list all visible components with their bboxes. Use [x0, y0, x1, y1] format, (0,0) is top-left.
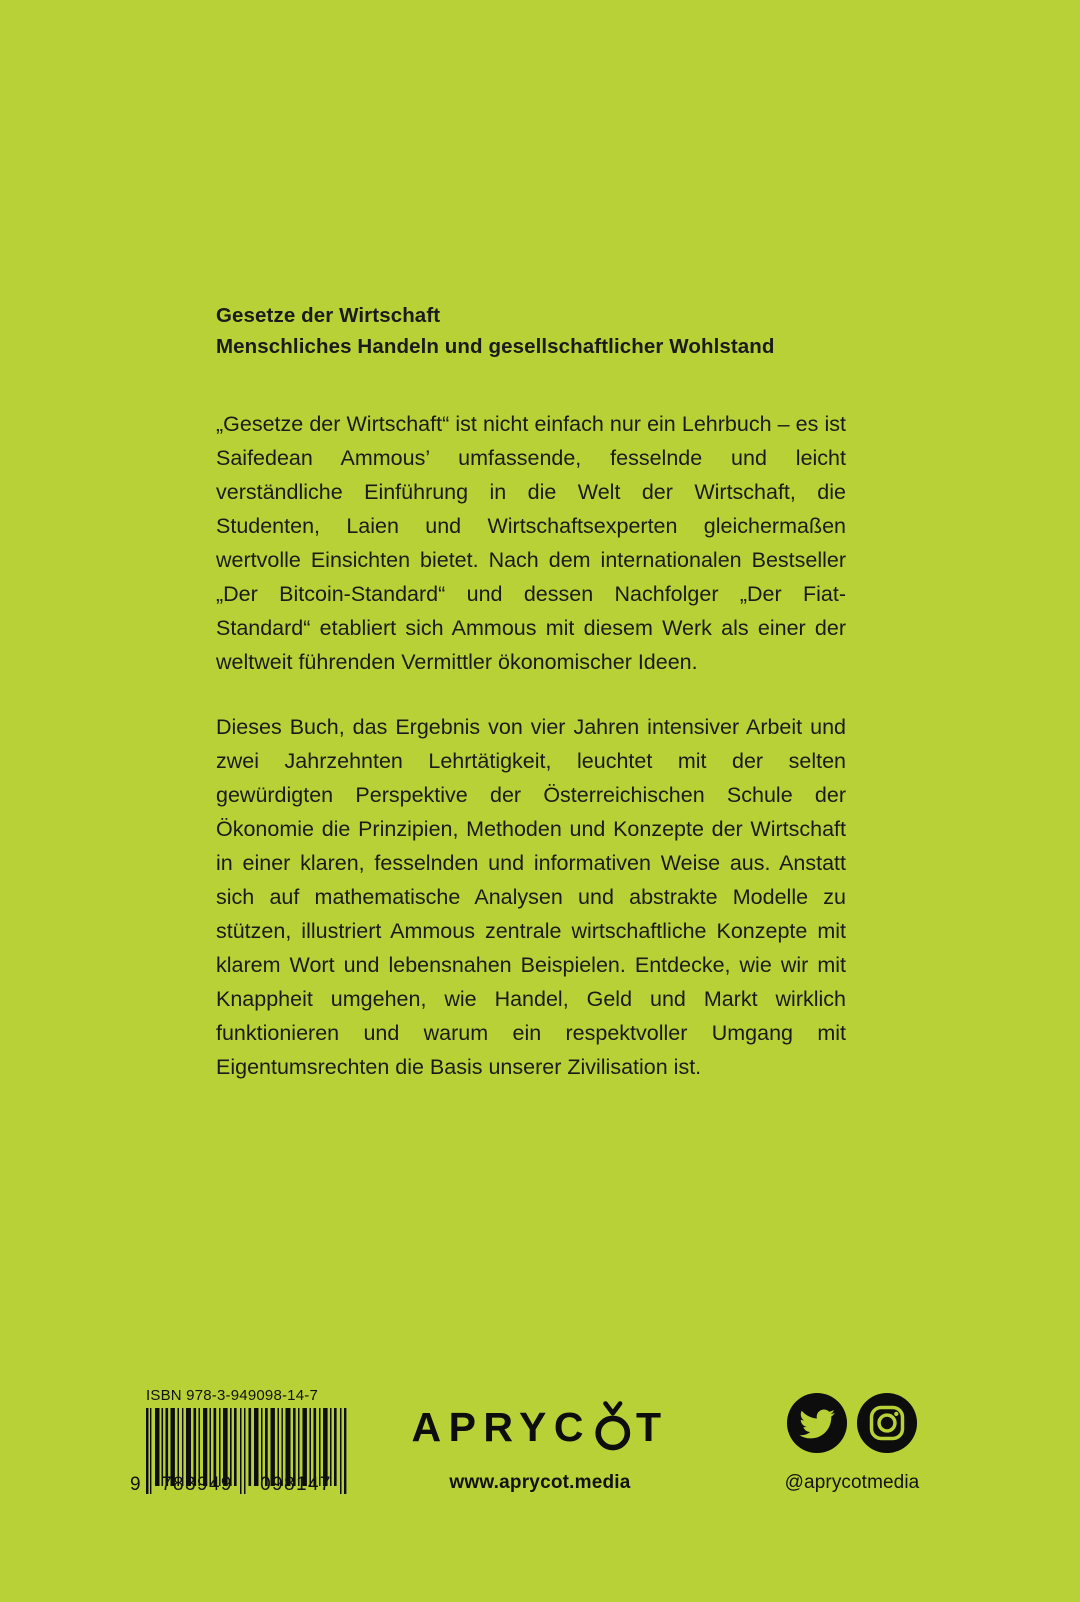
book-title: Gesetze der Wirtschaft [216, 304, 441, 327]
blurb-paragraph-2: Dieses Buch, das Ergebnis von vier Jahren intensiver Arbeit und zwei Jahrzehnten Lehrtätigkeit, leuchtet mit der selten gewürdigten Perspektive der Österreichischen Schule der Ökonomie die Prinzipien, Methoden und Konzepte der Wirtschaft in einer klaren, fesselnden und informativen Weise aus. Anstatt sich auf mathematische Analysen und abstrakte Modelle zu stützen, illustriert Ammous zentrale wirtschaftliche Konzepte mit klarem Wort und lebensnahen Beispielen. Entdecke, wie wir mit Knappheit umgehen, wie Handel, Geld und Markt wirklich funktionieren und warum ein respektvoller Umgang mit Eigentumsrechten die Basis unserer Zivilisation ist. [216, 715, 846, 1079]
social-handle[interactable]: @aprycotmedia [784, 1472, 920, 1493]
publisher-website[interactable]: www.aprycot.media [449, 1472, 631, 1493]
twitter-icon[interactable] [786, 1392, 848, 1454]
logo-text-part-1: APRYC [411, 1403, 591, 1450]
social-icons [742, 1390, 962, 1456]
barcode-digit-group-1: 783949 [161, 1474, 233, 1495]
logo-o-with-bow-icon [591, 1400, 635, 1454]
book-subtitle: Menschliches Handeln und gesellschaftlicher Wohlstand [216, 335, 775, 359]
blurb-section [216, 300, 846, 1085]
book-title-block [216, 300, 846, 362]
isbn-label: ISBN 978-3-949098-14-7 [146, 1387, 319, 1404]
barcode-lead-digit: 9 [130, 1474, 142, 1495]
blurb-paragraph-1: „Gesetze der Wirtschaft“ ist nicht einfach nur ein Lehrbuch – es ist Saifedean Ammous’ umfassende, fesselnde und leicht verständliche Einführung in die Welt der Wirtschaft, die Studenten, Laien und Wirtschaftsexperten gleichermaßen wertvolle Einsichten bietet. Nach dem internationalen Bestseller „Der Bitcoin-Standard“ und dessen Nachfolger „Der Fiat-Standard“ etabliert sich Ammous mit diesem Werk als einer der weltweit führenden Vermittler ökonomischer Ideen. [216, 412, 846, 675]
cover-footer [0, 1334, 1080, 1494]
instagram-icon[interactable] [856, 1392, 918, 1454]
social-section [742, 1390, 962, 1494]
logo-text-part-2: T [635, 1403, 669, 1450]
barcode-digit-group-2: 098147 [260, 1474, 332, 1495]
